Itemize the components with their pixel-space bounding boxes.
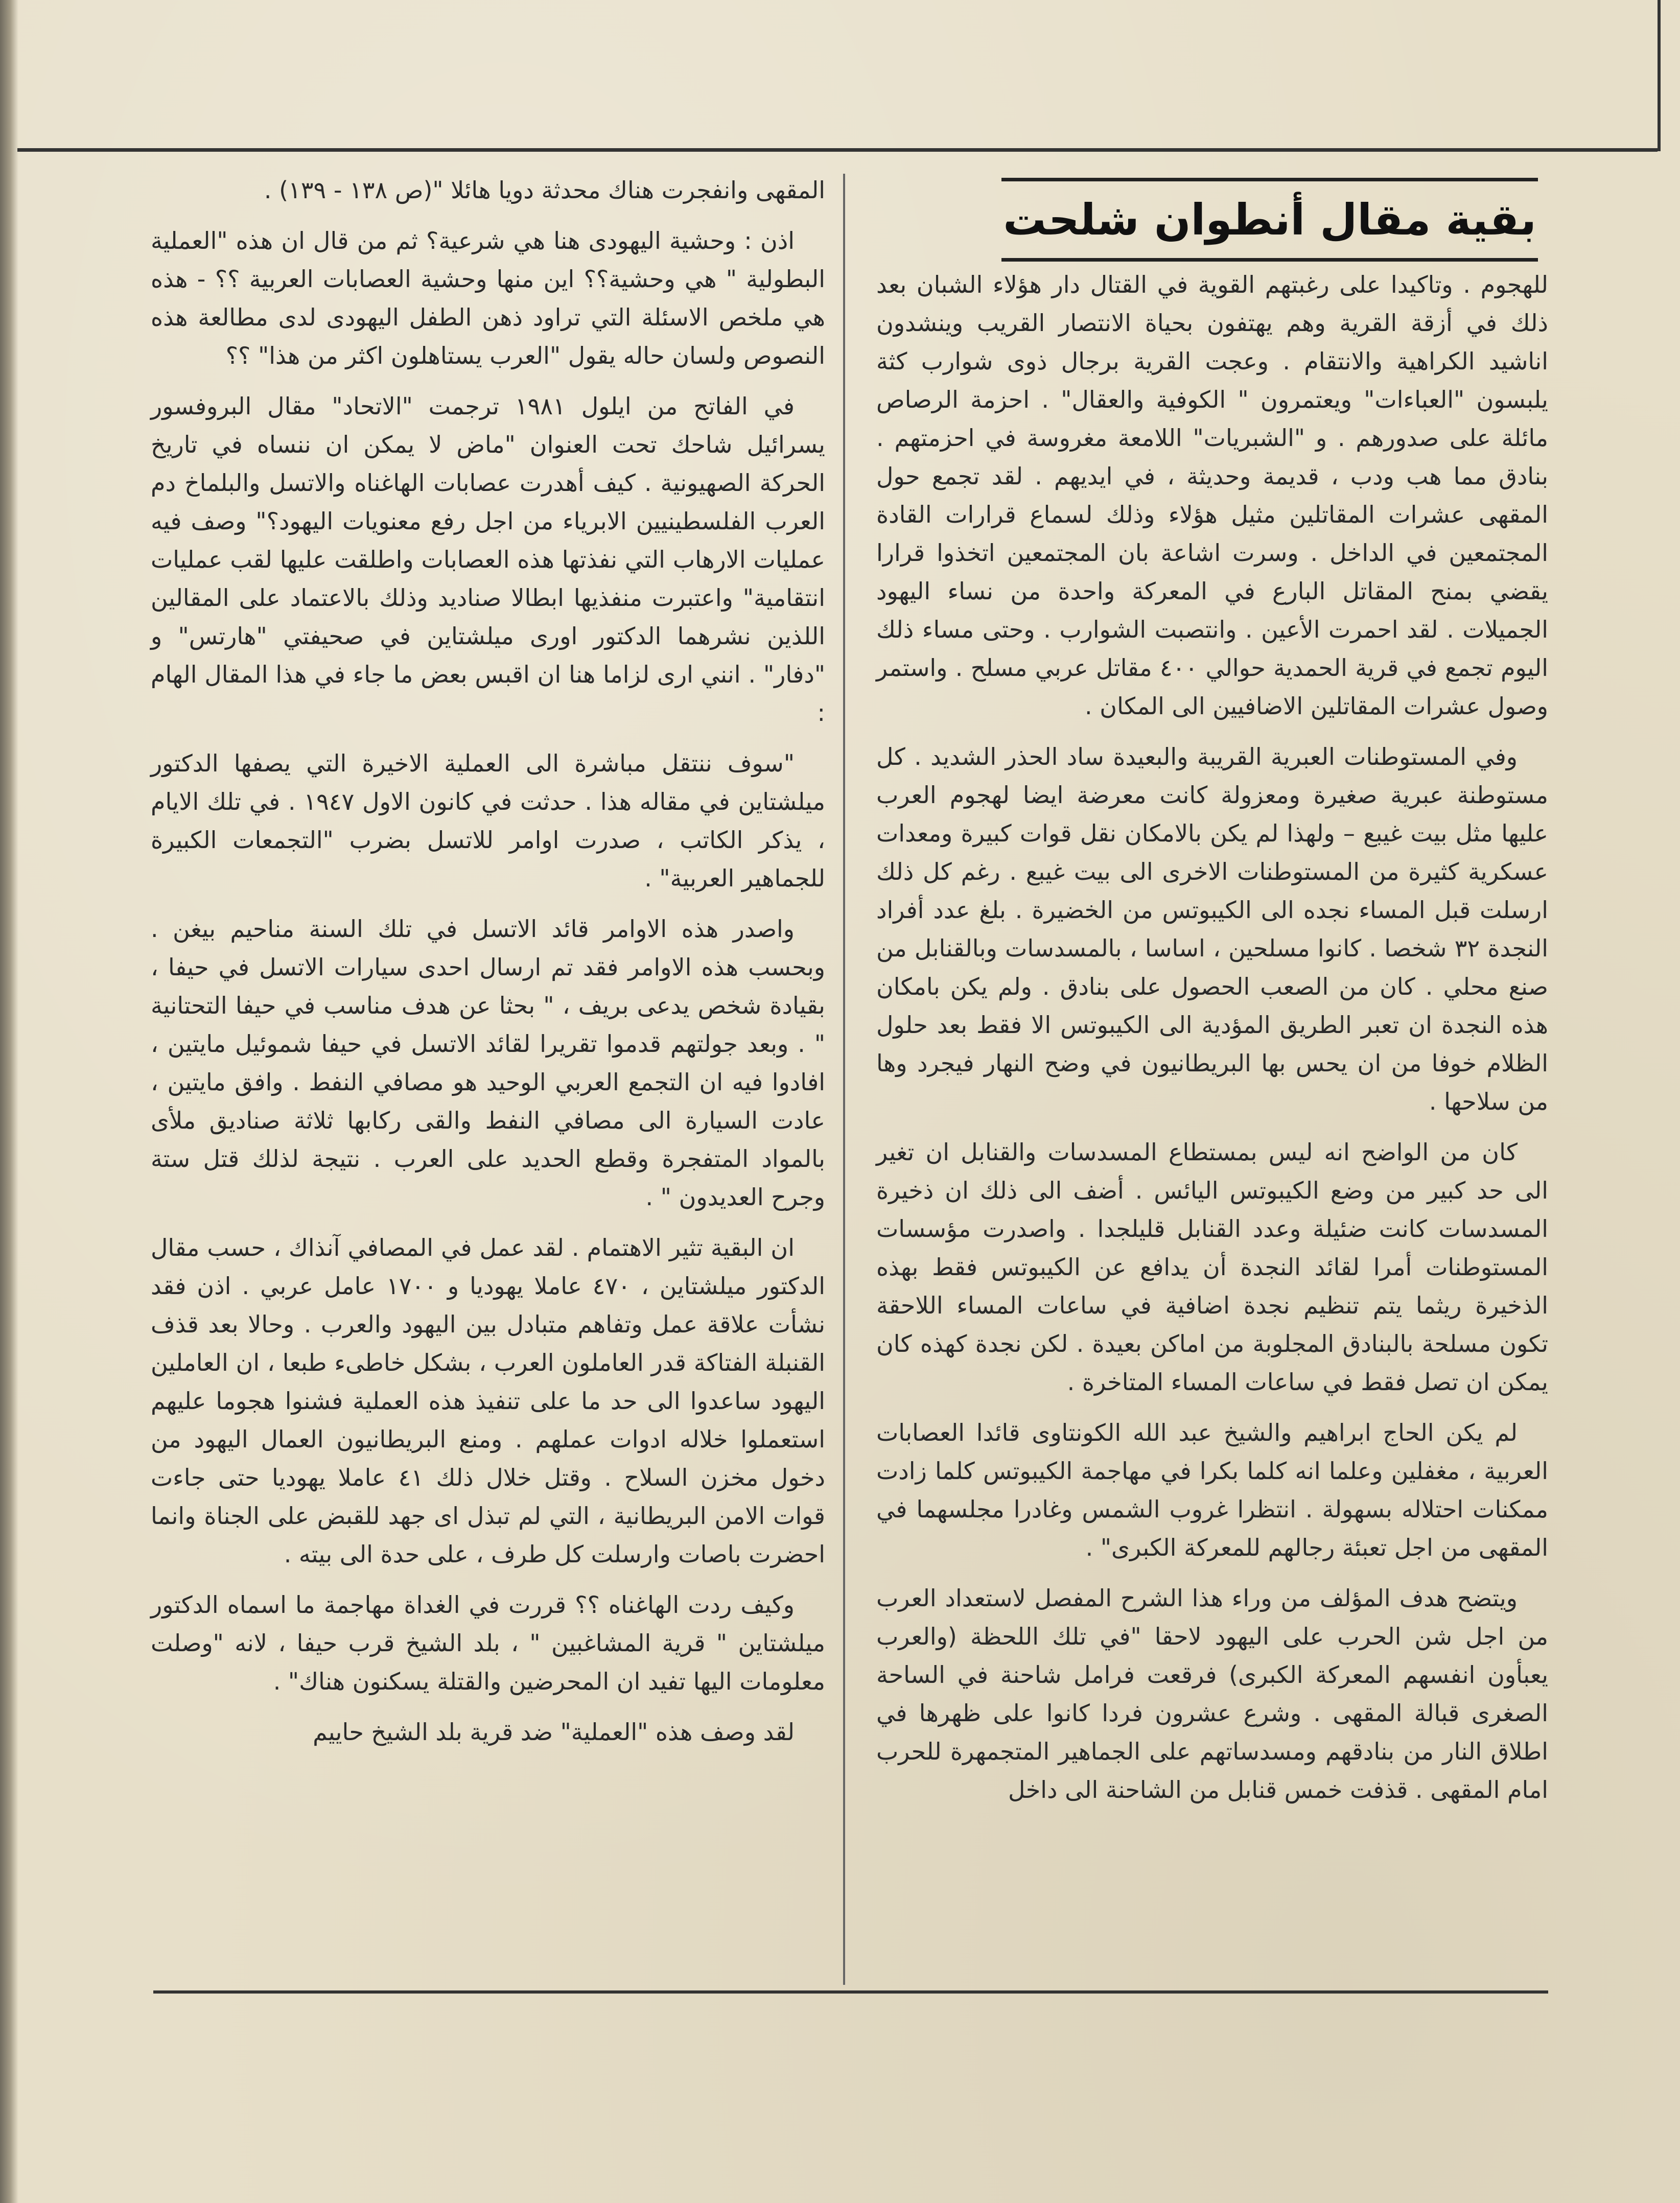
paragraph: لم يكن الحاج ابراهيم والشيخ عبد الله الكونتاوى قائدا العصابات العربية ، مغفلين وعلما انه كلما بكرا في مهاجمة الكيبوتس كلما زادت ممكنات احتلاله بسهولة . انتظرا غروب الشمس وغادرا مجلسهما في المقهى من اجل تعبئة رجالهم للمعركة الكبرى" . <box>876 1419 1548 1561</box>
binding-edge <box>0 0 18 2203</box>
paragraph: في الفاتح من ايلول ١٩٨١ ترجمت "الاتحاد" مقال البروفسور يسرائيل شاحك تحت العنوان "ماض لا يمكن ان ننساه في تاريخ الحركة الصهيونية . كيف أهدرت عصابات الهاغناه والاتسل والبلماخ دم العرب الفلسطينيين الابرياء من اجل رفع معنويات اليهود؟" وصف فيه عمليات الارهاب التي نفذتها هذه العصابات واطلقت عليها لقب عمليات انتقامية" واعتبرت منفذيها ابطالا صناديد وذلك بالاعتماد على المقالين اللذين نشرهما الدكتور اورى ميلشتاين في صحيفتي "هارتس" و "دفار" . انني ارى لزاما هنا ان اقبس بعض ما جاء في هذا المقال الهام : <box>151 392 825 726</box>
quoted-paragraph: "سوف ننتقل مباشرة الى العملية الاخيرة التي يصفها الدكتور ميلشتاين في مقاله هذا . حدثت في كانون الاول ١٩٤٧ . في تلك الايام ، يذكر الكاتب ، صدرت اوامر للاتسل بضرب "التجمعات الكبيرة للجماهير العربية" . <box>151 749 825 892</box>
paragraph: واصدر هذه الاوامر قائد الاتسل في تلك السنة مناحيم بيغن . وبحسب هذه الاوامر فقد تم ارسال احدى سيارات الاتسل في حيفا ، بقيادة شخص يدعى بريف ، " بحثا عن هدف مناسب في حيفا التحتانية " . وبعد جولتهم قدموا تقريرا لقائد الاتسل في حيفا شموئيل مايتين ، افادوا فيه ان التجمع العربي الوحيد هو مصافي النفط . وافق مايتين ، عادت السيارة الى مصافي النفط والقى ركابها ثلاثة صناديق ملأى بالمواد المتفجرة وقطع الحديد على العرب . نتيجة لذلك قتل ستة وجرح العديدون " . <box>151 915 825 1211</box>
left-text-column <box>151 171 825 1764</box>
paragraph: المقهى وانفجرت هناك محدثة دويا هائلا "(ص ١٣٨ - ١٣٩) . <box>264 176 825 204</box>
paragraph: كان من الواضح انه ليس بمستطاع المسدسات والقنابل ان تغير الى حد كبير من وضع الكيبوتس اليائس . أضف الى ذلك ان ذخيرة المسدسات كانت ضئيلة وعدد القنابل قليلجدا . واصدرت مؤسسات المستوطنات أمرا لقائد النجدة أن يدافع عن الكيبوتس فقط بهذه الذخيرة ريثما يتم تنظيم نجدة اضافية في ساعات المساء اللاحقة تكون مسلحة بالبنادق المجلوبة من اماكن بعيدة . لكن نجدة كهذه كان يمكن ان تصل فقط في ساعات المساء المتاخرة . <box>876 1138 1548 1396</box>
paragraph: للهجوم . وتاكيدا على رغبتهم القوية في القتال دار هؤلاء الشبان بعد ذلك في أزقة القرية وهم يهتفون بحياة الانتصار القريب وينشدون اناشيد الكراهية والانتقام . وعجت القرية برجال ذوى شوارب كثة يلبسون "العباءات" ويعتمرون " الكوفية والعقال" . احزمة الرصاص مائلة على صدورهم . و "الشبريات" اللامعة مغروسة في احزمتهم . بنادق مما هب ودب ، قديمة وحديثة ، في ايديهم . لقد تجمع حول المقهى عشرات المقاتلين مثيل هؤلاء وذلك لسماع قرارات القادة المجتمعين في الداخل . وسرت اشاعة بان المجتمعين اتخذوا قرارا يقضي بمنح المقاتل البارع في المعركة واحدة من نساء اليهود الجميلات . لقد احمرت الأعين . وانتصبت الشوارب . وحتى مساء ذلك اليوم تجمع في قرية الحمدية حوالي ٤٠٠ مقاتل عربي مسلح . واستمر وصول عشرات المقاتلين الاضافيين الى المكان . <box>876 271 1548 720</box>
top-right-rule <box>1658 0 1661 151</box>
column-divider <box>843 174 845 1985</box>
bottom-rule <box>153 1990 1548 1994</box>
top-rule <box>17 148 1658 152</box>
right-text-column <box>876 266 1548 1821</box>
paragraph: ويتضح هدف المؤلف من وراء هذا الشرح المفصل لاستعداد العرب من اجل شن الحرب على اليهود لاحقا "في تلك اللحظة (والعرب يعبأون انفسهم المعركة الكبرى) فرقعت فرامل شاحنة في الساحة الصغرى قبالة المقهى . وشرع عشرون فردا كانوا على ظهرها في اطلاق النار من بنادقهم ومسدساتهم على الجماهير المتجمهرة للحرب امام المقهى . قذفت خمس قنابل من الشاحنة الى داخل <box>876 1584 1548 1803</box>
article-heading-box <box>1001 178 1538 262</box>
paragraph: وفي المستوطنات العبرية القريبة والبعيدة ساد الحذر الشديد . كل مستوطنة عبرية صغيرة ومعزولة كانت معرضة ايضا لهجوم العرب عليها مثل بيت غيبع – ولهذا لم يكن بالامكان نقل قوات كبيرة ومعدات عسكرية كثيرة من المستوطنات الاخرى الى بيت غيبع . رغم كل ذلك ارسلت قبل المساء نجده الى الكيبوتس من الخضيرة . بلغ عدد أفراد النجدة ٣٢ شخصا . كانوا مسلحين ، اساسا ، بالمسدسات وبالقنابل من صنع محلي . كان من الصعب الحصول على بنادق . ولم يكن بامكان هذه النجدة ان تعبر الطريق المؤدية الى الكيبوتس الا فقط بعد حلول الظلام خوفا من ان يحس بها البريطانيون في وضح النهار فيجرد وها من سلاحها . <box>876 743 1548 1115</box>
paragraph: وكيف ردت الهاغناه ؟؟ قررت في الغداة مهاجمة ما اسماه الدكتور ميلشتاين " قرية المشاغبين " ، بلد الشيخ قرب حيفا ، لانه "وصلت معلومات اليها تفيد ان المحرضين والقتلة يسكنون هناك" . <box>151 1591 825 1695</box>
paragraph: لقد وصف هذه "العملية" ضد قرية بلد الشيخ حاييم <box>313 1718 795 1746</box>
article-title: بقية مقال أنطوان شلحت <box>1003 195 1536 245</box>
paragraph: ان البقية تثير الاهتمام . لقد عمل في المصافي آنذاك ، حسب مقال الدكتور ميلشتاين ، ٤٧٠ عاملا يهوديا و ١٧٠٠ عامل عربي . اذن فقد نشأت علاقة عمل وتفاهم متبادل بين اليهود والعرب . وحالا بعد قذف القنبلة الفتاكة قدر العاملون العرب ، بشكل خاطىء طبعا ، ان العاملين اليهود ساعدوا الى حد ما على تنفيذ هذه العملية فشنوا هجوما عليهم استعملوا خلاله ادوات عملهم . ومنع البريطانيون العمال اليهود من دخول مخزن السلاح . وقتل خلال ذلك ٤١ عاملا يهوديا حتى جاءت قوات الامن البريطانية ، التي لم تبذل اى جهد للقبض على الجناة وانما احضرت باصات وارسلت كل طرف ، على حدة الى بيته . <box>151 1234 826 1568</box>
paragraph: اذن : وحشية اليهودى هنا هي شرعية؟ ثم من قال ان هذه "العملية البطولية " هي وحشية؟؟ اين منها وحشية العصابات العربية ؟؟ - هذه هي ملخص الاسئلة التي تراود ذهن الطفل اليهودى لدى مطالعة هذه النصوص ولسان حاله يقول "العرب يستاهلون اكثر من هذا" ؟؟ <box>151 227 825 369</box>
